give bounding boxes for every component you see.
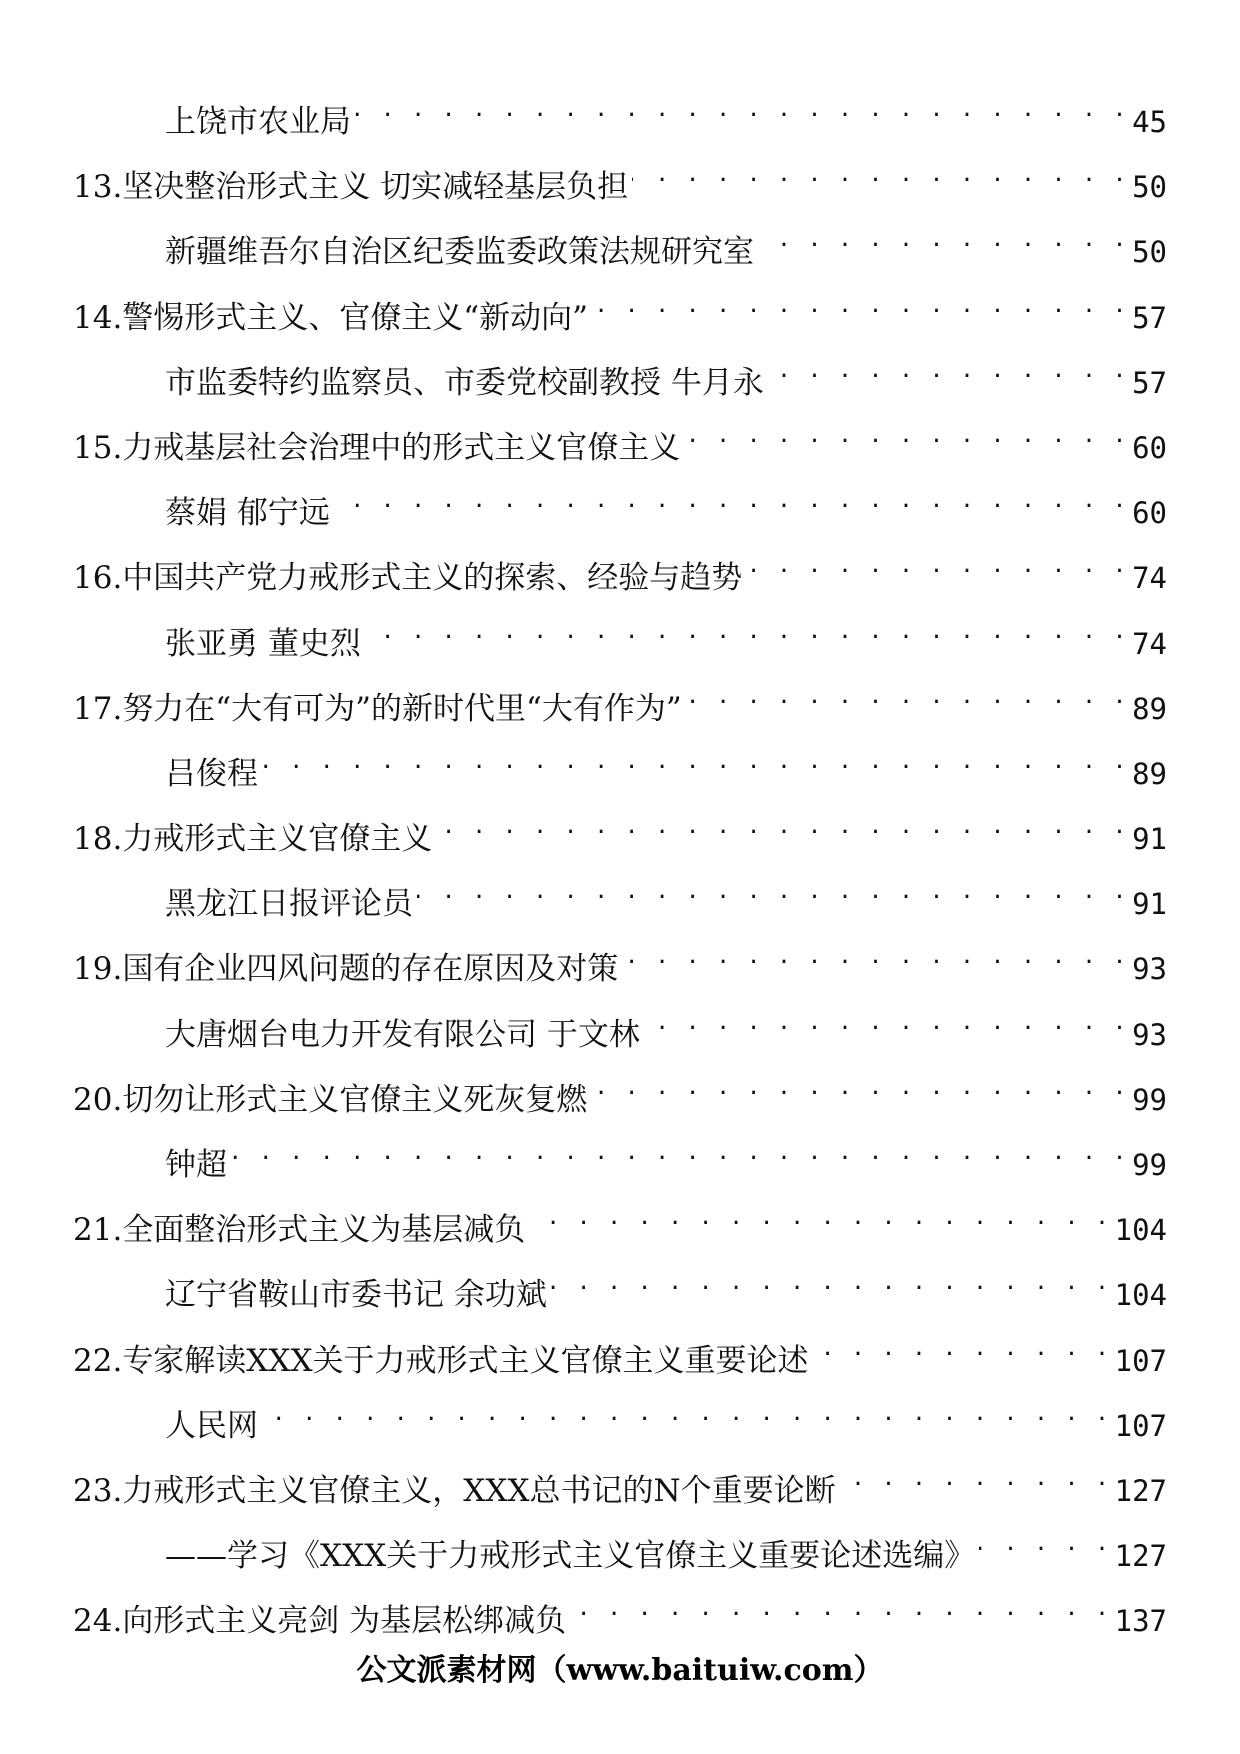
toc-page-number: 60 xyxy=(1132,496,1167,531)
toc-entry[interactable] xyxy=(73,1327,1167,1392)
toc-page-number: 107 xyxy=(1114,1343,1167,1378)
toc-page-number: 57 xyxy=(1132,365,1167,400)
toc-entry-number: 24. xyxy=(73,1603,123,1640)
toc-page-number: 89 xyxy=(1132,691,1167,726)
table-of-contents xyxy=(73,88,1167,1653)
dot-leader xyxy=(644,1001,1128,1045)
toc-entry[interactable] xyxy=(73,675,1167,740)
toc-page-number: 57 xyxy=(1132,300,1167,335)
toc-subentry-author: 新疆维吾尔自治区纪委监委政策法规研究室 xyxy=(165,234,754,271)
toc-subentry-author: 市监委特约监察员、市委党校副教授 牛月永 xyxy=(165,364,764,401)
toc-subentry[interactable] xyxy=(73,870,1167,935)
dot-leader xyxy=(686,675,1128,719)
toc-subentry-author: 蔡娟 郁宁远 xyxy=(165,495,330,532)
toc-entry[interactable] xyxy=(73,544,1167,609)
dot-leader xyxy=(529,1196,1110,1240)
dot-leader xyxy=(355,88,1128,132)
toc-subentry[interactable] xyxy=(73,1392,1167,1457)
dot-leader xyxy=(746,544,1128,588)
toc-page-number: 50 xyxy=(1132,170,1167,205)
dot-leader xyxy=(262,740,1128,784)
toc-subentry[interactable] xyxy=(73,218,1167,283)
toc-entry[interactable] xyxy=(73,1587,1167,1652)
toc-subentry[interactable] xyxy=(73,88,1167,153)
toc-subentry[interactable] xyxy=(73,740,1167,805)
dot-leader xyxy=(417,870,1128,914)
dot-leader xyxy=(592,284,1128,328)
toc-entry[interactable] xyxy=(73,414,1167,479)
dot-leader xyxy=(436,805,1128,849)
toc-page-number: 93 xyxy=(1132,1017,1167,1052)
toc-page-number: 107 xyxy=(1114,1408,1167,1443)
toc-entry-title: 国有企业四风问题的存在原因及对策 xyxy=(122,951,619,988)
toc-entry-number: 21. xyxy=(73,1212,123,1249)
toc-page-number: 74 xyxy=(1132,561,1167,596)
dot-leader xyxy=(632,153,1128,197)
dot-leader xyxy=(231,1131,1128,1175)
dot-leader xyxy=(622,935,1128,979)
toc-entry[interactable] xyxy=(73,805,1167,870)
toc-subentry-author: 钟超 xyxy=(165,1147,227,1183)
toc-page-number: 60 xyxy=(1132,430,1167,465)
toc-page-number: 74 xyxy=(1132,626,1167,661)
toc-subentry[interactable] xyxy=(73,1001,1167,1066)
toc-entry-number: 13. xyxy=(73,169,123,206)
toc-entry-number: 22. xyxy=(73,1342,123,1379)
toc-subentry[interactable] xyxy=(73,349,1167,414)
toc-page-number: 127 xyxy=(1114,1473,1167,1508)
toc-subentry[interactable] xyxy=(73,610,1167,675)
dot-leader xyxy=(813,1327,1111,1371)
toc-entry[interactable] xyxy=(73,284,1167,349)
toc-entry-title: 切勿让形式主义官僚主义死灰复燃 xyxy=(122,1081,588,1118)
footer-watermark: 公文派素材网（www.baituiw.com） xyxy=(356,1653,884,1688)
dot-leader xyxy=(262,1392,1111,1436)
toc-subentry-author: 人民网 xyxy=(165,1407,258,1444)
toc-entry-title: 力戒形式主义官僚主义，XXX总书记的N个重要论断 xyxy=(122,1472,836,1509)
toc-page-number: 99 xyxy=(1132,1148,1167,1182)
toc-subentry-author: ——学习《XXX关于力戒形式主义官僚主义重要论述选编》 xyxy=(165,1538,976,1575)
dot-leader xyxy=(979,1522,1110,1566)
toc-page-number: 45 xyxy=(1132,105,1167,139)
toc-subentry-author: 辽宁省鞍山市委书记 余功斌 xyxy=(165,1277,547,1314)
toc-page-number: 104 xyxy=(1114,1213,1167,1248)
toc-entry-number: 19. xyxy=(73,951,123,988)
dot-leader xyxy=(591,1066,1128,1110)
toc-entry-title: 力戒形式主义官僚主义 xyxy=(122,821,433,858)
toc-entry[interactable] xyxy=(73,1066,1167,1131)
dot-leader xyxy=(551,1261,1111,1305)
toc-page-number: 93 xyxy=(1132,952,1167,987)
toc-entry-number: 17. xyxy=(73,690,123,727)
dot-leader xyxy=(570,1587,1110,1631)
dot-leader xyxy=(758,218,1128,262)
dot-leader xyxy=(840,1457,1111,1501)
dot-leader xyxy=(365,610,1128,654)
toc-subentry[interactable] xyxy=(73,479,1167,544)
toc-subentry-author: 上饶市农业局 xyxy=(165,104,351,140)
toc-subentry[interactable] xyxy=(73,1131,1167,1196)
toc-entry-number: 23. xyxy=(73,1472,123,1509)
toc-page-number: 91 xyxy=(1132,887,1167,922)
toc-entry[interactable] xyxy=(73,1196,1167,1261)
toc-entry-title: 中国共产党力戒形式主义的探索、经验与趋势 xyxy=(122,560,743,597)
toc-entry[interactable] xyxy=(73,935,1167,1000)
toc-entry-number: 15. xyxy=(73,429,123,466)
toc-page-number: 91 xyxy=(1132,822,1167,857)
toc-entry-number: 14. xyxy=(73,299,123,336)
toc-entry-title: 专家解读XXX关于力戒形式主义官僚主义重要论述 xyxy=(122,1342,809,1379)
toc-entry-title: 坚决整治形式主义 切实减轻基层负担 xyxy=(122,169,629,206)
toc-page-number: 137 xyxy=(1114,1604,1167,1639)
dot-leader xyxy=(768,349,1128,393)
toc-page-number: 127 xyxy=(1114,1539,1167,1574)
toc-entry-number: 20. xyxy=(73,1081,123,1118)
toc-subentry-author: 黑龙江日报评论员 xyxy=(165,886,413,923)
toc-page-number: 89 xyxy=(1132,756,1167,791)
toc-entry-title: 努力在“大有可为”的新时代里“大有作为” xyxy=(122,690,682,727)
toc-entry-number: 18. xyxy=(73,821,123,858)
toc-entry[interactable] xyxy=(73,153,1167,218)
toc-subentry[interactable] xyxy=(73,1261,1167,1326)
toc-subentry-author: 张亚勇 董史烈 xyxy=(165,625,361,662)
toc-entry-number: 16. xyxy=(73,560,123,597)
toc-entry[interactable] xyxy=(73,1457,1167,1522)
toc-subentry-author: 吕俊程 xyxy=(165,755,258,792)
toc-page-number: 99 xyxy=(1132,1082,1167,1117)
dot-leader xyxy=(334,479,1128,523)
toc-page-number: 104 xyxy=(1114,1278,1167,1313)
toc-entry-title: 向形式主义亮剑 为基层松绑减负 xyxy=(122,1603,567,1640)
dot-leader xyxy=(684,414,1128,458)
toc-entry-title: 力戒基层社会治理中的形式主义官僚主义 xyxy=(122,429,681,466)
toc-page-number: 50 xyxy=(1132,235,1167,270)
toc-entry-title: 警惕形式主义、官僚主义“新动向” xyxy=(122,299,589,336)
toc-subentry-author: 大唐烟台电力开发有限公司 于文林 xyxy=(165,1016,640,1053)
toc-subentry[interactable] xyxy=(73,1522,1167,1587)
toc-entry-title: 全面整治形式主义为基层减负 xyxy=(122,1212,526,1249)
